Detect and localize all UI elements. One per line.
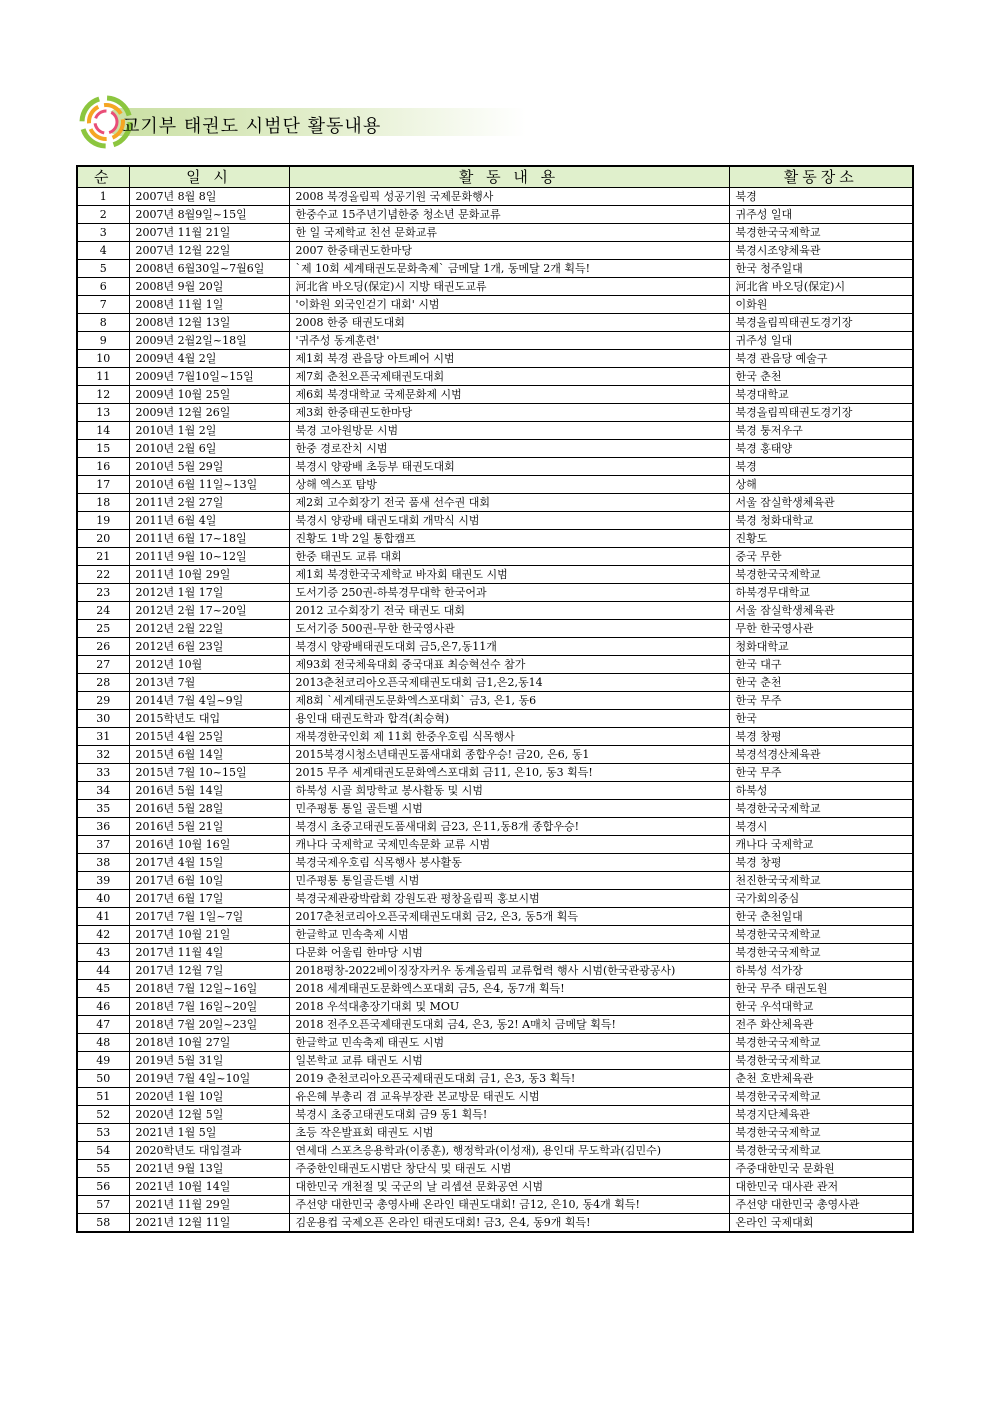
cell-activity: 상해 엑스포 탐방 [289, 476, 729, 494]
cell-place: 귀주성 일대 [729, 206, 913, 224]
cell-place: 국가회의중심 [729, 890, 913, 908]
cell-no: 13 [77, 404, 129, 422]
cell-no: 53 [77, 1124, 129, 1142]
table-row [77, 782, 913, 800]
header-activity: 활 동 내 용 [289, 166, 729, 188]
header-no: 순 [77, 166, 129, 188]
cell-no: 4 [77, 242, 129, 260]
cell-place: 하북성 석가장 [729, 962, 913, 980]
cell-activity: 제6회 북경대학교 국제문화제 시범 [289, 386, 729, 404]
cell-date: 2007년 8월 8일 [129, 188, 289, 206]
cell-no: 47 [77, 1016, 129, 1034]
cell-date: 2017년 6월 10일 [129, 872, 289, 890]
cell-no: 45 [77, 980, 129, 998]
cell-activity: 한중수교 15주년기념한중 청소년 문화교류 [289, 206, 729, 224]
cell-date: 2009년 2월2일~18일 [129, 332, 289, 350]
cell-place: 북경한국국제학교 [729, 944, 913, 962]
cell-place: 한국 [729, 710, 913, 728]
table-row [77, 242, 913, 260]
cell-place: 하북성 [729, 782, 913, 800]
table-row [77, 1034, 913, 1052]
cell-date: 2015년 6월 14일 [129, 746, 289, 764]
title-banner [78, 92, 528, 152]
cell-date: 2012년 2월 22일 [129, 620, 289, 638]
cell-date: 2018년 10월 27일 [129, 1034, 289, 1052]
cell-date: 2012년 2월 17~20일 [129, 602, 289, 620]
cell-date: 2016년 5월 28일 [129, 800, 289, 818]
cell-activity: 제7회 춘천오픈국제태권도대회 [289, 368, 729, 386]
cell-date: 2021년 11월 29일 [129, 1196, 289, 1214]
cell-activity: 일본학교 교류 태권도 시범 [289, 1052, 729, 1070]
cell-activity: 2015북경시청소년태권도품새대회 종합우승! 금20, 은6, 동1 [289, 746, 729, 764]
cell-activity: 주선양 대한민국 총영사배 온라인 태권도대회! 금12, 은10, 동4개 획득! [289, 1196, 729, 1214]
cell-no: 12 [77, 386, 129, 404]
cell-place: 주선양 대한민국 총영사관 [729, 1196, 913, 1214]
cell-place: 북경올림픽태권도경기장 [729, 314, 913, 332]
table-row [77, 1214, 913, 1233]
cell-activity: 북경국제우호림 식목행사 봉사활동 [289, 854, 729, 872]
cell-place: 중국 무한 [729, 548, 913, 566]
cell-date: 2021년 9월 13일 [129, 1160, 289, 1178]
cell-date: 2017년 12월 7일 [129, 962, 289, 980]
cell-no: 48 [77, 1034, 129, 1052]
cell-activity: 2018 세계태권도문화엑스포대회 금5, 은4, 동7개 획득! [289, 980, 729, 998]
cell-place: 온라인 국제대회 [729, 1214, 913, 1233]
cell-activity: 2015 무주 세계태권도문화엑스포대회 금11, 은10, 동3 획득! [289, 764, 729, 782]
cell-activity: 제1회 북경한국국제학교 바자회 태권도 시범 [289, 566, 729, 584]
cell-activity: 한중 태권도 교류 대회 [289, 548, 729, 566]
cell-date: 2020년 1월 10일 [129, 1088, 289, 1106]
cell-place: 한국 무주 태권도원 [729, 980, 913, 998]
cell-place: 상해 [729, 476, 913, 494]
cell-place: 북경시조양체육관 [729, 242, 913, 260]
cell-activity: 2018 전주오픈국제태권도대회 금4, 은3, 동2! A매치 금메달 획득! [289, 1016, 729, 1034]
table-row [77, 818, 913, 836]
cell-activity: 북경시 양광배태권도대회 금5,은7,동11개 [289, 638, 729, 656]
cell-date: 2007년 12월 22일 [129, 242, 289, 260]
table-row [77, 332, 913, 350]
cell-no: 8 [77, 314, 129, 332]
cell-date: 2018년 7월 16일~20일 [129, 998, 289, 1016]
cell-no: 22 [77, 566, 129, 584]
table-row [77, 404, 913, 422]
cell-date: 2013년 7월 [129, 674, 289, 692]
cell-date: 2020학년도 대입결과 [129, 1142, 289, 1160]
cell-date: 2019년 5월 31일 [129, 1052, 289, 1070]
cell-activity: 한글학교 민속축제 시범 [289, 926, 729, 944]
cell-date: 2014년 7월 4일~9일 [129, 692, 289, 710]
cell-no: 24 [77, 602, 129, 620]
cell-no: 43 [77, 944, 129, 962]
cell-place: 북경시 [729, 818, 913, 836]
cell-date: 2010년 1월 2일 [129, 422, 289, 440]
cell-no: 7 [77, 296, 129, 314]
cell-activity: 제1회 북경 관음당 아트페어 시범 [289, 350, 729, 368]
cell-place: 북경지단체육관 [729, 1106, 913, 1124]
cell-date: 2008년 11월 1일 [129, 296, 289, 314]
cell-no: 23 [77, 584, 129, 602]
page-title: 교기부 태권도 시범단 활동내용 [122, 116, 382, 137]
cell-activity: 진황도 1박 2일 통합캠프 [289, 530, 729, 548]
cell-place: 하북경무대학교 [729, 584, 913, 602]
cell-date: 2011년 9월 10~12일 [129, 548, 289, 566]
table-row [77, 278, 913, 296]
cell-activity: 도서기증 250권-하북경무대학 한국어과 [289, 584, 729, 602]
cell-place: 북경한국국제학교 [729, 1052, 913, 1070]
table-row [77, 1016, 913, 1034]
table-row [77, 980, 913, 998]
cell-place: 북경올림픽태권도경기장 [729, 404, 913, 422]
cell-place: 북경한국국제학교 [729, 1088, 913, 1106]
cell-place: 한국 춘천일대 [729, 908, 913, 926]
cell-activity: 2008 북경올림픽 성공기원 국제문화행사 [289, 188, 729, 206]
cell-date: 2015년 7월 10~15일 [129, 764, 289, 782]
cell-no: 6 [77, 278, 129, 296]
table-row [77, 944, 913, 962]
cell-place: 천진한국국제학교 [729, 872, 913, 890]
table-row [77, 1052, 913, 1070]
cell-date: 2012년 10월 [129, 656, 289, 674]
cell-place: 북경 퉁저우구 [729, 422, 913, 440]
cell-no: 17 [77, 476, 129, 494]
cell-no: 36 [77, 818, 129, 836]
cell-no: 16 [77, 458, 129, 476]
table-row [77, 728, 913, 746]
cell-no: 20 [77, 530, 129, 548]
table-row [77, 890, 913, 908]
cell-date: 2011년 10월 29일 [129, 566, 289, 584]
cell-date: 2010년 2월 6일 [129, 440, 289, 458]
cell-activity: '귀주성 동계훈련' [289, 332, 729, 350]
cell-no: 42 [77, 926, 129, 944]
cell-activity: 북경시 초중고태권도품새대회 금23, 은11,동8개 종합우승! [289, 818, 729, 836]
cell-date: 2009년 4월 2일 [129, 350, 289, 368]
cell-place: 전주 화산체육관 [729, 1016, 913, 1034]
cell-no: 51 [77, 1088, 129, 1106]
cell-date: 2021년 1월 5일 [129, 1124, 289, 1142]
table-row [77, 188, 913, 206]
table-row [77, 584, 913, 602]
table-row [77, 764, 913, 782]
cell-place: 한국 우석대학교 [729, 998, 913, 1016]
cell-date: 2011년 6월 4일 [129, 512, 289, 530]
cell-activity: 2019 춘천코리아오픈국제태권도대회 금1, 은3, 동3 획득! [289, 1070, 729, 1088]
cell-date: 2018년 7월 12일~16일 [129, 980, 289, 998]
cell-place: 한국 대구 [729, 656, 913, 674]
cell-activity: 한글학교 민속축제 태권도 시범 [289, 1034, 729, 1052]
cell-place: 서울 잠실학생체육관 [729, 602, 913, 620]
table-row [77, 260, 913, 278]
activity-table [76, 165, 914, 1233]
cell-date: 2012년 1월 17일 [129, 584, 289, 602]
cell-place: 주중대한민국 문화원 [729, 1160, 913, 1178]
table-row [77, 494, 913, 512]
cell-no: 57 [77, 1196, 129, 1214]
cell-no: 9 [77, 332, 129, 350]
cell-activity: 민주평통 통일 골든벨 시범 [289, 800, 729, 818]
cell-place: 북경한국국제학교 [729, 566, 913, 584]
table-row [77, 800, 913, 818]
cell-activity: 도서기증 500권-무한 한국영사관 [289, 620, 729, 638]
cell-no: 44 [77, 962, 129, 980]
table-row [77, 998, 913, 1016]
cell-activity: 2007 한중태권도한마당 [289, 242, 729, 260]
cell-place: 북경 창평 [729, 728, 913, 746]
cell-activity: 재북경한국인회 제 11회 한중우호림 식목행사 [289, 728, 729, 746]
table-row [77, 1106, 913, 1124]
table-row [77, 512, 913, 530]
cell-activity: 연세대 스포츠응용학과(이종훈), 행정학과(이성재), 용인대 무도학과(김민수) [289, 1142, 729, 1160]
cell-activity: 2018 우석대총장기대회 및 MOU [289, 998, 729, 1016]
cell-no: 54 [77, 1142, 129, 1160]
table-row [77, 926, 913, 944]
cell-no: 27 [77, 656, 129, 674]
cell-activity: `제 10회 세계태권도문화축제` 금메달 1개, 동메달 2개 획득! [289, 260, 729, 278]
cell-no: 25 [77, 620, 129, 638]
cell-date: 2007년 8월9일~15일 [129, 206, 289, 224]
cell-place: 한국 춘천 [729, 368, 913, 386]
cell-place: 한국 청주일대 [729, 260, 913, 278]
cell-activity: 2013춘천코리아오픈국제태권도대회 금1,은2,동14 [289, 674, 729, 692]
cell-place: 무한 한국영사관 [729, 620, 913, 638]
cell-activity: 북경국제관광박람회 강원도관 평창올림픽 홍보시범 [289, 890, 729, 908]
cell-place: 북경한국국제학교 [729, 1124, 913, 1142]
cell-no: 32 [77, 746, 129, 764]
cell-date: 2008년 6월30일~7월6일 [129, 260, 289, 278]
cell-no: 58 [77, 1214, 129, 1233]
cell-no: 28 [77, 674, 129, 692]
cell-activity: 유은혜 부총리 겸 교육부장관 본교방문 태권도 시범 [289, 1088, 729, 1106]
cell-place: 河北省 바오딩(保定)시 [729, 278, 913, 296]
cell-place: 북경한국국제학교 [729, 1142, 913, 1160]
cell-no: 35 [77, 800, 129, 818]
cell-date: 2009년 12월 26일 [129, 404, 289, 422]
cell-place: 한국 무주 [729, 692, 913, 710]
cell-date: 2008년 12월 13일 [129, 314, 289, 332]
table-row [77, 350, 913, 368]
table-row [77, 836, 913, 854]
cell-no: 31 [77, 728, 129, 746]
cell-date: 2016년 5월 14일 [129, 782, 289, 800]
table-row [77, 206, 913, 224]
cell-no: 49 [77, 1052, 129, 1070]
cell-place: 북경한국국제학교 [729, 926, 913, 944]
cell-activity: 제8회 `세계태권도문화엑스포대회` 금3, 은1, 동6 [289, 692, 729, 710]
table-row [77, 566, 913, 584]
cell-date: 2017년 7월 1일~7일 [129, 908, 289, 926]
table-row [77, 422, 913, 440]
cell-place: 캐나다 국제학교 [729, 836, 913, 854]
cell-activity: 김운용컵 국제오픈 온라인 태권도대회! 금3, 은4, 동9개 획득! [289, 1214, 729, 1233]
cell-no: 50 [77, 1070, 129, 1088]
cell-no: 21 [77, 548, 129, 566]
cell-no: 5 [77, 260, 129, 278]
cell-no: 10 [77, 350, 129, 368]
cell-date: 2012년 6월 23일 [129, 638, 289, 656]
cell-date: 2011년 2월 27일 [129, 494, 289, 512]
cell-no: 56 [77, 1178, 129, 1196]
table-row [77, 962, 913, 980]
cell-activity: 다문화 어울림 한마당 시범 [289, 944, 729, 962]
cell-activity: 민주평통 통일골든벨 시범 [289, 872, 729, 890]
table-row [77, 1142, 913, 1160]
table-row [77, 908, 913, 926]
cell-place: 귀주성 일대 [729, 332, 913, 350]
cell-date: 2015학년도 대입 [129, 710, 289, 728]
cell-place: 한국 춘천 [729, 674, 913, 692]
cell-date: 2015년 4월 25일 [129, 728, 289, 746]
cell-place: 한국 무주 [729, 764, 913, 782]
cell-no: 1 [77, 188, 129, 206]
cell-place: 북경 [729, 458, 913, 476]
table-row [77, 638, 913, 656]
header-date: 일 시 [129, 166, 289, 188]
cell-date: 2008년 9월 20일 [129, 278, 289, 296]
cell-activity: 북경 고아원방문 시범 [289, 422, 729, 440]
cell-activity: 하북성 시골 희망학교 봉사활동 및 시범 [289, 782, 729, 800]
cell-date: 2017년 10월 21일 [129, 926, 289, 944]
table-body [77, 188, 913, 1233]
cell-no: 18 [77, 494, 129, 512]
table-row [77, 368, 913, 386]
table-row [77, 386, 913, 404]
table-row [77, 224, 913, 242]
cell-date: 2007년 11월 21일 [129, 224, 289, 242]
cell-no: 38 [77, 854, 129, 872]
cell-place: 서울 잠실학생체육관 [729, 494, 913, 512]
cell-no: 19 [77, 512, 129, 530]
table-row [77, 872, 913, 890]
cell-no: 11 [77, 368, 129, 386]
cell-date: 2017년 4월 15일 [129, 854, 289, 872]
table-header-row [77, 166, 913, 188]
table-row [77, 710, 913, 728]
table-row [77, 1070, 913, 1088]
cell-place: 북경 청화대학교 [729, 512, 913, 530]
table-row [77, 1088, 913, 1106]
table-row [77, 620, 913, 638]
cell-place: 북경한국국제학교 [729, 224, 913, 242]
cell-place: 북경한국국제학교 [729, 800, 913, 818]
cell-place: 북경한국국제학교 [729, 1034, 913, 1052]
table-row [77, 1124, 913, 1142]
cell-no: 33 [77, 764, 129, 782]
table-row [77, 1160, 913, 1178]
cell-place: 춘천 호반체육관 [729, 1070, 913, 1088]
cell-no: 40 [77, 890, 129, 908]
cell-activity: 제93회 전국체육대회 중국대표 최승혁선수 참가 [289, 656, 729, 674]
cell-date: 2009년 7월10일~15일 [129, 368, 289, 386]
cell-activity: 한 일 국제학교 친선 문화교류 [289, 224, 729, 242]
cell-activity: 2018평창-2022베이징장자커우 동계올림픽 교류협력 행사 시범(한국관광공사) [289, 962, 729, 980]
cell-activity: 캐나다 국제학교 국제민속문화 교류 시범 [289, 836, 729, 854]
cell-no: 30 [77, 710, 129, 728]
cell-place: 북경 홍태양 [729, 440, 913, 458]
cell-activity: 주중한인태권도시범단 창단식 및 태권도 시범 [289, 1160, 729, 1178]
cell-no: 2 [77, 206, 129, 224]
cell-no: 29 [77, 692, 129, 710]
cell-no: 46 [77, 998, 129, 1016]
table-row [77, 458, 913, 476]
table-row [77, 1178, 913, 1196]
cell-activity: 대한민국 개천절 및 국군의 날 리셉션 문화공연 시범 [289, 1178, 729, 1196]
cell-activity: 초등 작은발표회 태권도 시범 [289, 1124, 729, 1142]
cell-place: 북경석경산체육관 [729, 746, 913, 764]
cell-activity: 용인대 태권도학과 합격(최승혁) [289, 710, 729, 728]
cell-activity: 2017춘천코리아오픈국제태권도대회 금2, 은3, 동5개 획득 [289, 908, 729, 926]
cell-date: 2010년 5월 29일 [129, 458, 289, 476]
cell-date: 2021년 10월 14일 [129, 1178, 289, 1196]
cell-place: 청화대학교 [729, 638, 913, 656]
cell-activity: 제2회 고수회장기 전국 품새 선수권 대회 [289, 494, 729, 512]
cell-activity: 2012 고수회장기 전국 태권도 대회 [289, 602, 729, 620]
cell-activity: 한중 경로잔치 시범 [289, 440, 729, 458]
table-row [77, 548, 913, 566]
cell-no: 41 [77, 908, 129, 926]
cell-date: 2010년 6월 11일~13일 [129, 476, 289, 494]
cell-activity: 2008 한중 태권도대회 [289, 314, 729, 332]
header-place: 활동장소 [729, 166, 913, 188]
cell-activity: 북경시 초중고태권도대회 금9 동1 획득! [289, 1106, 729, 1124]
table-row [77, 1196, 913, 1214]
cell-activity: 제3회 한중태권도한마당 [289, 404, 729, 422]
cell-no: 15 [77, 440, 129, 458]
table-row [77, 656, 913, 674]
table-row [77, 440, 913, 458]
cell-place: 대한민국 대사관 관저 [729, 1178, 913, 1196]
cell-no: 26 [77, 638, 129, 656]
table-row [77, 854, 913, 872]
cell-no: 55 [77, 1160, 129, 1178]
cell-activity: 북경시 양광배 태권도대회 개막식 시범 [289, 512, 729, 530]
cell-activity: 북경시 양광배 초등부 태권도대회 [289, 458, 729, 476]
cell-no: 3 [77, 224, 129, 242]
cell-date: 2020년 12월 5일 [129, 1106, 289, 1124]
cell-activity: '이화원 외국인걷기 대회' 시범 [289, 296, 729, 314]
cell-place: 북경대학교 [729, 386, 913, 404]
cell-activity: 河北省 바오딩(保定)시 지방 태권도교류 [289, 278, 729, 296]
cell-no: 37 [77, 836, 129, 854]
table-row [77, 692, 913, 710]
cell-no: 39 [77, 872, 129, 890]
cell-date: 2016년 5월 21일 [129, 818, 289, 836]
cell-date: 2016년 10월 16일 [129, 836, 289, 854]
cell-date: 2018년 7월 20일~23일 [129, 1016, 289, 1034]
table-row [77, 476, 913, 494]
cell-date: 2017년 6월 17일 [129, 890, 289, 908]
table-row [77, 674, 913, 692]
table-row [77, 296, 913, 314]
cell-place: 북경 관음당 예술구 [729, 350, 913, 368]
cell-date: 2011년 6월 17~18일 [129, 530, 289, 548]
cell-no: 34 [77, 782, 129, 800]
cell-place: 북경 [729, 188, 913, 206]
cell-date: 2021년 12월 11일 [129, 1214, 289, 1233]
cell-no: 14 [77, 422, 129, 440]
cell-date: 2009년 10월 25일 [129, 386, 289, 404]
cell-no: 52 [77, 1106, 129, 1124]
table-row [77, 314, 913, 332]
table-row [77, 746, 913, 764]
cell-date: 2019년 7월 4일~10일 [129, 1070, 289, 1088]
table-row [77, 602, 913, 620]
table-row [77, 530, 913, 548]
cell-date: 2017년 11월 4일 [129, 944, 289, 962]
cell-place: 북경 창평 [729, 854, 913, 872]
cell-place: 이화원 [729, 296, 913, 314]
cell-place: 진황도 [729, 530, 913, 548]
